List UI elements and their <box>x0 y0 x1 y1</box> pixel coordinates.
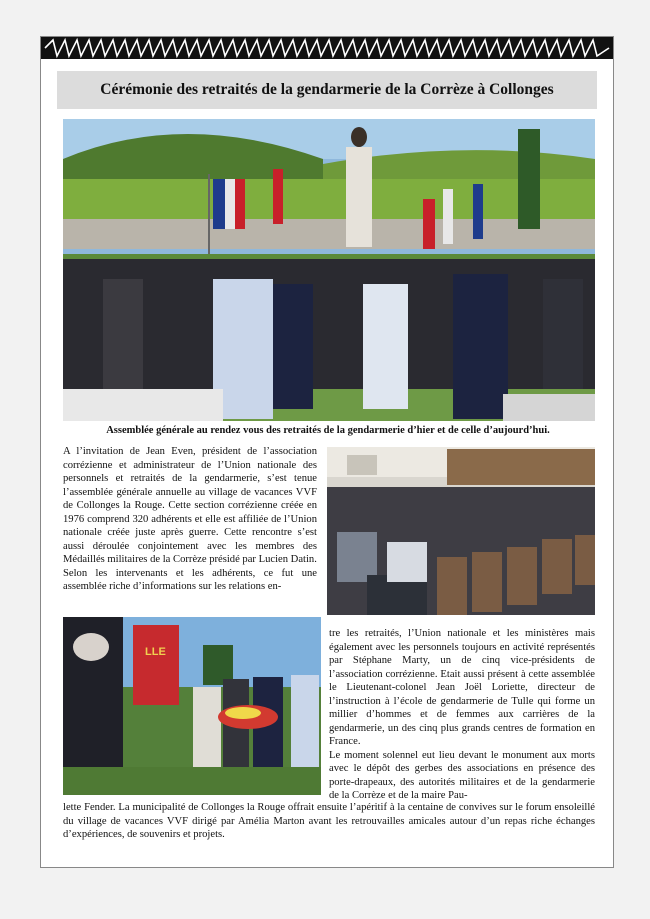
group-photo <box>63 119 595 421</box>
article-text-bottom <box>63 801 595 842</box>
page <box>40 36 614 868</box>
decorative-frieze <box>41 37 613 59</box>
paragraph: tre les retraités, l’Union nationale et les ministères mais également avec les personnels toujours en activité représentés par Stéphane Marty, un de cinq vice-présidents de l’association corrézienne. Etait aussi présent à cette assemblée le Lieutenant-colonel Jean Joël Loriette, directeur de l’instruction à l’école de gendarmerie de Tulle qui forme un millier d’hommes et de femmes aux carrières de la gendarmerie, un des cinq plus grands centres de formation en France. <box>329 628 595 747</box>
assembly-photo <box>327 447 595 615</box>
paragraph: lette Fender. La municipalité de Collonges la Rouge offrait ensuite l’apéritif à la centaine de convives sur le forum ensoleillé du village de vacances VVF dirigé par Amélia Marton avant les retrouvailles amicales autour d’un repas riche échanges d’expériences, de souvenirs et projets. <box>63 802 595 840</box>
page-title: Cérémonie des retraités de la gendarmerie de la Corrèze à Collonges <box>100 81 554 98</box>
photo-caption: Assemblée générale au rendez vous des retraités de la gendarmerie d’hier et de celle d’aujourd’hui. <box>106 425 550 436</box>
paragraph: Selon les intervenants et les adhérents, ce fut une assemblée riche d’informations sur les relations en- <box>63 567 317 592</box>
paragraph: Le moment solennel eut lieu devant le monument aux morts avec le dépôt des gerbes des associations en présence des porte-drapeaux, des autorités militaires et de la gendarmerie de la Corrèze et de la maire Pau- <box>329 749 595 801</box>
title-bar <box>57 71 597 109</box>
article-text-column-2 <box>329 627 595 803</box>
article-text-column-1 <box>63 445 317 594</box>
paragraph: A l’invitation de Jean Even, président de l’association corrézienne et administrateur de l’Union nationale des personnels et retraités de la gendarmerie, s’est tenue l’assemblée générale annuelle au village de vacances VVF de Collonges la Rouge. Cette section corrézienne créée en 1976 comprend 320 adhérents et elle est affiliée de l’Union nationale créée juste après guerre. Cette rencontre s’est aussi déroulée conjointement avec les membres des Médaillés militaires de la Corrèze présidé par Lucien Datin. <box>63 446 317 565</box>
wreath-ceremony-photo <box>63 617 321 795</box>
flag-lettering: LLE <box>145 646 166 658</box>
